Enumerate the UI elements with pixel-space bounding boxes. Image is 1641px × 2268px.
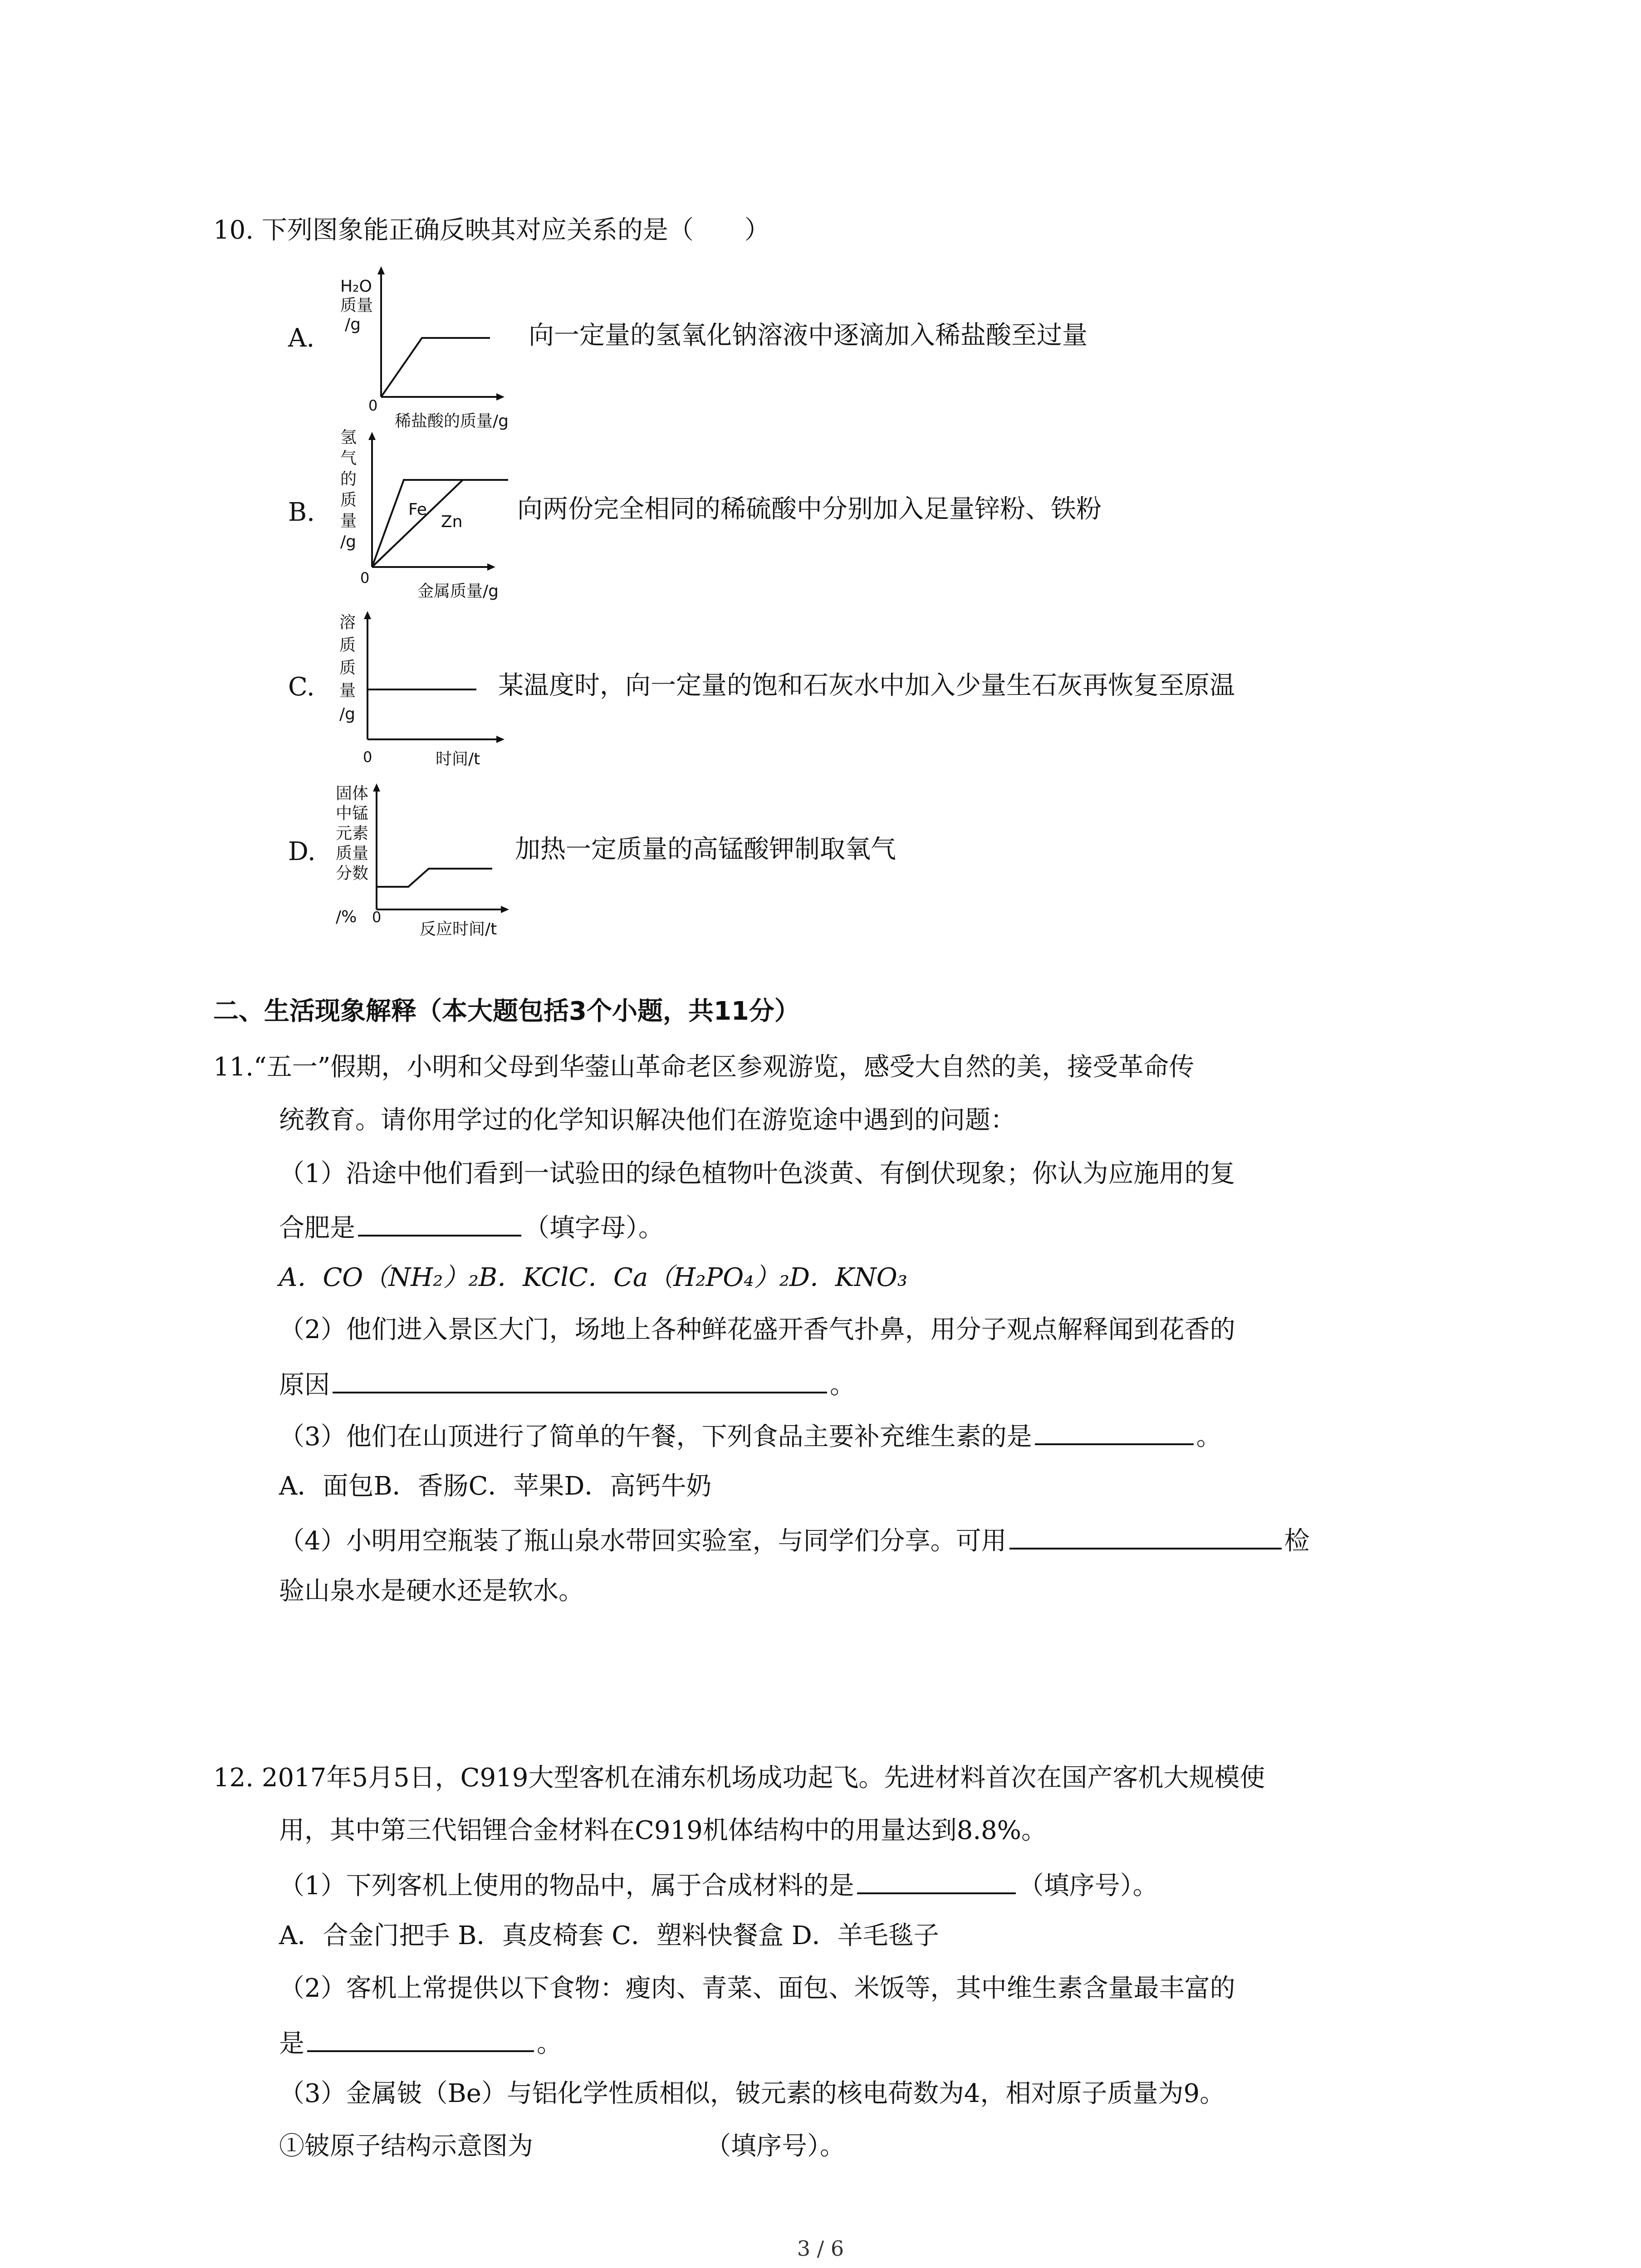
origin-label: 0 bbox=[372, 909, 382, 926]
fe-label: Fe bbox=[408, 500, 427, 519]
q10-option-b-text: 向两份完全相同的稀硫酸中分别加入足量锌粉、铁粉 bbox=[517, 494, 1102, 524]
q12-p1-suffix: （填序号）。 bbox=[1018, 1871, 1158, 1901]
data-line bbox=[377, 869, 492, 887]
x-axis-arrow bbox=[501, 906, 509, 913]
q11-p3-suffix: 。 bbox=[1196, 1422, 1222, 1452]
q10-option-d-text: 加热一定质量的高锰酸钾制取氧气 bbox=[515, 835, 896, 864]
fe-line bbox=[372, 480, 508, 567]
y-label-5: /% bbox=[336, 908, 357, 926]
y-label-0: H₂O bbox=[340, 277, 372, 296]
x-axis-arrow bbox=[496, 736, 505, 743]
q10-option-b-letter: B. bbox=[288, 498, 315, 527]
q12-p3-line1: （3）金属铍（Be）与铝化学性质相似，铍元素的核电荷数为4，相对原子质量为9。 bbox=[279, 2079, 1225, 2108]
answer-blank[interactable] bbox=[1035, 1416, 1194, 1445]
q12-p3-sub1-prefix: ①铍原子结构示意图为 bbox=[279, 2131, 533, 2161]
q10-option-a-chart bbox=[327, 261, 508, 430]
x-label: 时间/t bbox=[436, 750, 480, 768]
q10-stem: 10. 下列图象能正确反映其对应关系的是（ ） bbox=[213, 215, 770, 245]
y-label-1: 质量 bbox=[340, 296, 373, 315]
y-label-2: 元素 bbox=[336, 824, 369, 843]
q11-p1-line1: （1）沿途中他们看到一试验田的绿色植物叶色淡黄、有倒伏现象；你认为应施用的复 bbox=[279, 1159, 1235, 1188]
y-label-4: /g bbox=[339, 705, 355, 723]
y-label-1: 气 bbox=[340, 449, 357, 468]
q12-p3-sub1 bbox=[279, 2128, 845, 2165]
answer-blank[interactable] bbox=[358, 1207, 521, 1237]
q11-p2-line2 bbox=[279, 1364, 855, 1403]
y-label-1: 中锰 bbox=[336, 804, 369, 823]
origin-label: 0 bbox=[360, 569, 370, 587]
q10-option-c-letter: C. bbox=[288, 672, 315, 702]
answer-blank[interactable] bbox=[1009, 1520, 1282, 1549]
q12-p2-line2 bbox=[279, 2023, 562, 2062]
q12-p1-line1 bbox=[279, 1865, 1158, 1904]
q11-p2-line1: （2）他们进入景区大门，场地上各种鲜花盛开香气扑鼻，用分子观点解释闻到花香的 bbox=[279, 1315, 1235, 1344]
y-label-4: 分数 bbox=[336, 864, 369, 883]
zn-label: Zn bbox=[441, 513, 463, 531]
q10-option-b-chart bbox=[327, 422, 517, 605]
q12-p2-prefix: 是 bbox=[279, 2029, 304, 2058]
q11-p3-prefix: （3）他们在山顶进行了简单的午餐，下列食品主要补充维生素的是 bbox=[279, 1422, 1032, 1452]
y-label-3: 质量 bbox=[336, 844, 369, 863]
q12-p3-sub1-suffix: （填序号）。 bbox=[705, 2131, 845, 2161]
y-label-2: 质 bbox=[339, 659, 356, 677]
q10-option-d-chart bbox=[327, 778, 517, 943]
q12-p1-prefix: （1）下列客机上使用的物品中，属于合成材料的是 bbox=[279, 1871, 854, 1901]
y-label-3: 量 bbox=[339, 681, 356, 700]
q12-p1-options: A．合金门把手 B．真皮椅套 C．塑料快餐盒 D．羊毛毯子 bbox=[279, 1921, 939, 1950]
x-axis-arrow bbox=[487, 563, 495, 571]
y-label-5: /g bbox=[340, 533, 356, 551]
q11-p3-line1 bbox=[279, 1416, 1222, 1455]
q11-p3-options: A．面包B．香肠C．苹果D．高钙牛奶 bbox=[279, 1471, 712, 1501]
x-axis-arrow bbox=[496, 393, 505, 401]
q11-p1-suffix: （填字母）。 bbox=[524, 1213, 664, 1243]
q11-p1-prefix: 合肥是 bbox=[279, 1213, 355, 1243]
q11-line1: 11.“五一”假期，小明和父母到华蓥山革命老区参观游览，感受大自然的美，接受革命传 bbox=[213, 1052, 1195, 1082]
q10-option-a-text: 向一定量的氢氧化钠溶液中逐滴加入稀盐酸至过量 bbox=[529, 321, 1087, 350]
origin-label: 0 bbox=[368, 397, 378, 414]
answer-blank[interactable] bbox=[333, 1364, 827, 1393]
q11-p4-prefix: （4）小明用空瓶装了瓶山泉水带回实验室，与同学们分享。可用 bbox=[279, 1526, 1007, 1556]
y-axis-arrow bbox=[368, 432, 376, 440]
y-label-2: /g bbox=[345, 315, 361, 334]
q11-p4-line2: 验山泉水是硬水还是软水。 bbox=[279, 1576, 584, 1606]
q11-line2: 统教育。请你用学过的化学知识解决他们在游览途中遇到的问题： bbox=[279, 1105, 1016, 1135]
x-label: 稀盐酸的质量/g bbox=[395, 412, 509, 430]
q11-p1-line2 bbox=[279, 1207, 664, 1246]
q10-option-a-letter: A. bbox=[288, 323, 315, 353]
q12-line1: 12. 2017年5月5日，C919大型客机在浦东机场成功起飞。先进材料首次在国产客机大规模使 bbox=[213, 1763, 1265, 1793]
q11-p2-suffix: 。 bbox=[830, 1370, 855, 1400]
y-axis-arrow bbox=[377, 266, 385, 274]
data-line bbox=[381, 338, 490, 397]
y-label-0: 氢 bbox=[340, 428, 357, 447]
section-heading: 二、生活现象解释（本大题包括3个小题，共11分） bbox=[213, 997, 800, 1026]
y-axis-arrow bbox=[373, 783, 380, 792]
q11-p4-suffix: 检 bbox=[1284, 1526, 1310, 1556]
q12-p2-line1: （2）客机上常提供以下食物：瘦肉、青菜、面包、米饭等，其中维生素含量最丰富的 bbox=[279, 1974, 1235, 2003]
q12-p2-suffix: 。 bbox=[537, 2029, 562, 2058]
y-label-4: 量 bbox=[340, 512, 357, 530]
y-label-3: 质 bbox=[340, 491, 357, 509]
q11-p1-options: A．CO（NH₂）₂B．KClC．Ca（H₂PO₄）₂D．KNO₃ bbox=[279, 1263, 908, 1292]
y-label-2: 的 bbox=[340, 470, 357, 489]
y-label-0: 溶 bbox=[339, 613, 356, 632]
x-label: 反应时间/t bbox=[420, 920, 497, 938]
y-label-1: 质 bbox=[339, 636, 356, 655]
q10-option-c-chart bbox=[327, 603, 508, 777]
x-label: 金属质量/g bbox=[417, 582, 499, 601]
page-number: 3 / 6 bbox=[797, 2236, 844, 2261]
q10-option-d-letter: D. bbox=[288, 837, 316, 866]
origin-label: 0 bbox=[363, 748, 372, 766]
answer-blank[interactable] bbox=[307, 2023, 534, 2052]
q10-option-c-text: 某温度时，向一定量的饱和石灰水中加入少量生石灰再恢复至原温 bbox=[498, 671, 1235, 700]
q11-p2-prefix: 原因 bbox=[279, 1370, 330, 1400]
y-axis-arrow bbox=[364, 611, 371, 619]
y-label-0: 固体 bbox=[336, 784, 369, 803]
q12-line2: 用，其中第三代铝锂合金材料在C919机体结构中的用量达到8.8%。 bbox=[279, 1816, 1047, 1845]
q11-p4-line1 bbox=[279, 1520, 1310, 1559]
answer-blank[interactable] bbox=[857, 1865, 1016, 1894]
